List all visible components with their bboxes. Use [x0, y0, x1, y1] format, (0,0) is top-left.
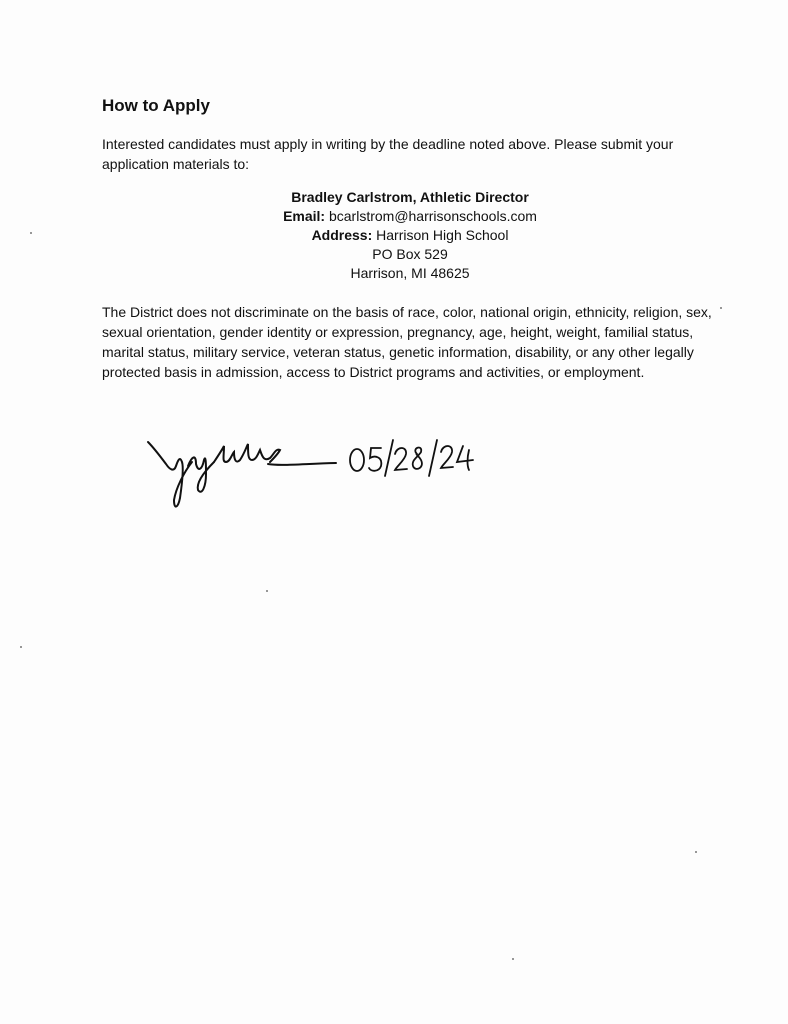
- contact-name-title: Bradley Carlstrom, Athletic Director: [291, 189, 529, 205]
- scan-speck: [266, 590, 268, 592]
- contact-email-line: [140, 207, 680, 226]
- scan-speck: [20, 646, 22, 648]
- contact-address-line: [140, 226, 680, 245]
- nondiscrimination-notice: The District does not discriminate on the basis of race, color, national origin, ethnicity, religion, sex, sexual orientation, gender identity or expression, pregnancy, age, height, weight, familial status, marital status, military service, veteran status, genetic information, disability, or any other legally protected basis in admission, access to District programs and activities, or employment.: [102, 304, 712, 380]
- address-line-3: Harrison, MI 48625: [350, 265, 470, 281]
- scan-speck: [720, 307, 722, 309]
- scan-speck: [30, 232, 32, 234]
- handwritten-signature: [140, 426, 340, 516]
- address-label: Address:: [311, 227, 373, 243]
- section-heading: How to Apply: [102, 96, 210, 115]
- contact-block: [140, 188, 680, 283]
- email-value: bcarlstrom@harrisonschools.com: [328, 208, 537, 224]
- scan-speck: [695, 851, 697, 853]
- address-line-2: PO Box 529: [372, 246, 448, 262]
- handwritten-date: [345, 436, 485, 480]
- scan-speck: [512, 958, 514, 960]
- email-label: Email:: [283, 208, 326, 224]
- address-line-1: Harrison High School: [376, 227, 509, 243]
- intro-paragraph: Interested candidates must apply in writing by the deadline noted above. Please submit your application materials to:: [102, 136, 674, 172]
